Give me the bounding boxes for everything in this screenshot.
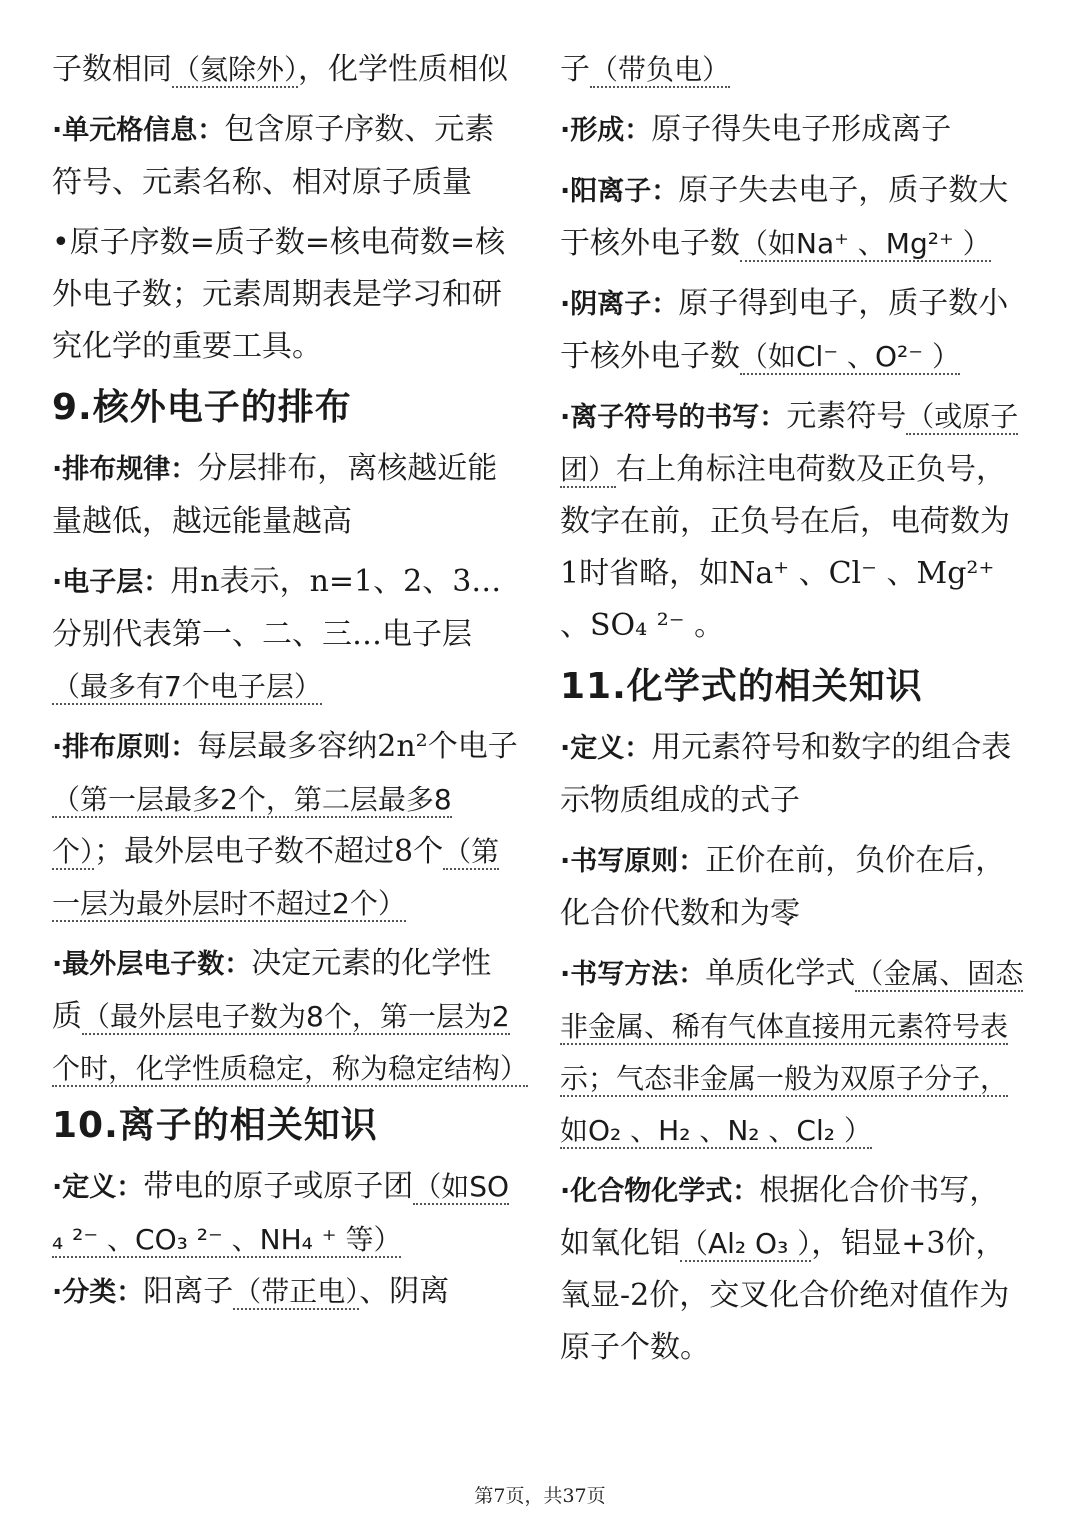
text: 原子失去电子，质子数大于核外电子数 [560,173,1009,261]
text: 原子得到电子，质子数小于核外电子数 [560,286,1009,374]
text: ；最外层电子数不超过8个 [94,834,444,869]
paragraph-ion-classification [52,1266,518,1319]
underlined-note: （Al₂ O₃ ） [680,1227,812,1260]
text: 正价在前，负价在后，化合价代数和为零 [560,843,1006,931]
section-heading-9: 9.核外电子的排布 [52,387,352,428]
text: 根据化合价书写，如氧化铝 [560,1173,1000,1261]
term-label: ·阴离子： [560,289,679,320]
text: 单质化学式 [705,956,856,991]
paragraph-atomic-number [52,217,518,373]
underlined-note: （第一层为最外层时不超过2个） [52,835,500,920]
text: 原子得失电子形成离子 [651,112,952,147]
text: 包含原子序数、元素符号、元素名称、相对原子质量 [52,112,495,200]
paragraph-writing-method [560,948,1026,1157]
paragraph-continued-1 [52,44,518,96]
term-label: ·化合物化学式： [560,1176,760,1207]
paragraph-ion-definition [52,1161,518,1266]
paragraph-cell-info [52,104,518,209]
underlined-note: （最多有7个电子层） [52,670,322,703]
text: 子 [560,52,590,87]
underlined-note: （或原子团） [560,400,1019,486]
paragraph-cation [560,165,1026,270]
paragraph-continued-2 [560,44,1026,96]
underlined-note: （如SO₄ ²⁻ 、CO₃ ²⁻ 、NH₄ ⁺ 等） [52,1170,510,1256]
paragraph-anion [560,278,1026,383]
paragraph-arrangement-rule [52,443,518,548]
text: 分层排布，离核越近能量越低，越远能量越高 [52,451,498,539]
term-label: ·定义： [52,1172,144,1203]
term-label: ·书写原则： [560,846,706,877]
paragraph-ion-symbol [560,391,1026,652]
term-label: ·单元格信息： [52,115,225,146]
text: ，铝显+3价，氧显-2价，交叉化合价绝对值作为原子个数。 [560,1226,1010,1365]
underlined-note: （带正电） [233,1275,360,1308]
term-label: ·分类： [52,1277,144,1308]
term-label: ·形成： [560,115,652,146]
text: 子数相同 [52,52,172,87]
underlined-note: （最外层电子数为8个，第一层为2个时，化学性质稳定，称为稳定结构） [52,1000,529,1085]
paragraph-arrangement-principle [52,721,518,930]
term-label: ·书写方法： [560,959,706,990]
term-label: ·离子符号的书写： [560,402,787,433]
text: 右上角标注电荷数及正负号，数字在前，正负号在后，电荷数为1时省略，如Na⁺ 、Cl⁻ 、Mg²⁺ 、SO₄ ²⁻ 。 [560,452,1010,643]
underlined-note: （第一层最多2个，第二层最多8个） [52,783,452,868]
right-column [560,44,1026,1374]
page-number: 第7页，共37页 [474,1485,606,1507]
text: 、阴离 [359,1274,450,1309]
underlined-note: （如Cl⁻ 、O²⁻ ） [740,340,960,373]
text: 用元素符号和数字的组合表示物质组成的式子 [560,730,1012,818]
text: 元素符号 [786,399,907,434]
paragraph-electron-shell [52,556,518,713]
section-heading-11: 11.化学式的相关知识 [560,666,923,707]
left-column [52,44,529,1319]
paragraph-formation [560,104,1026,157]
term-label: ·电子层： [52,567,171,598]
term-label: ·阳离子： [560,176,679,207]
paragraph-compound-formula [560,1165,1026,1374]
text: •原子序数=质子数=核电荷数=核外电子数；元素周期表是学习和研究化学的重要工具。 [52,225,506,364]
underlined-note: （如Na⁺ 、Mg²⁺ ） [740,227,991,260]
term-label: ·排布规律： [52,454,198,485]
paragraph-formula-definition [560,722,1026,827]
term-label: ·最外层电子数： [52,949,252,980]
term-label: ·排布原则： [52,732,198,763]
text: ，化学性质相似 [298,52,509,87]
underlined-note: （带负电） [590,53,731,86]
text: 带电的原子或原子团 [143,1169,414,1204]
underlined-note: （氦除外） [172,53,299,86]
section-heading-10: 10.离子的相关知识 [52,1105,378,1146]
text: 每层最多容纳2n²个电子 [197,729,518,764]
paragraph-writing-principle [560,835,1026,940]
underlined-note: （金属、固态非金属、稀有气体直接用元素符号表示；气态非金属一般为双原子分子，如O₂ 、H₂ 、N₂ 、Cl₂ ） [560,957,1024,1147]
text: 阳离子 [143,1274,234,1309]
term-label: ·定义： [560,733,652,764]
paragraph-outer-electrons [52,938,529,1095]
text: 决定元素的化学性质 [52,946,492,1034]
text: 用n表示，n=1、2、3…分别代表第一、二、三…电子层 [52,564,502,652]
